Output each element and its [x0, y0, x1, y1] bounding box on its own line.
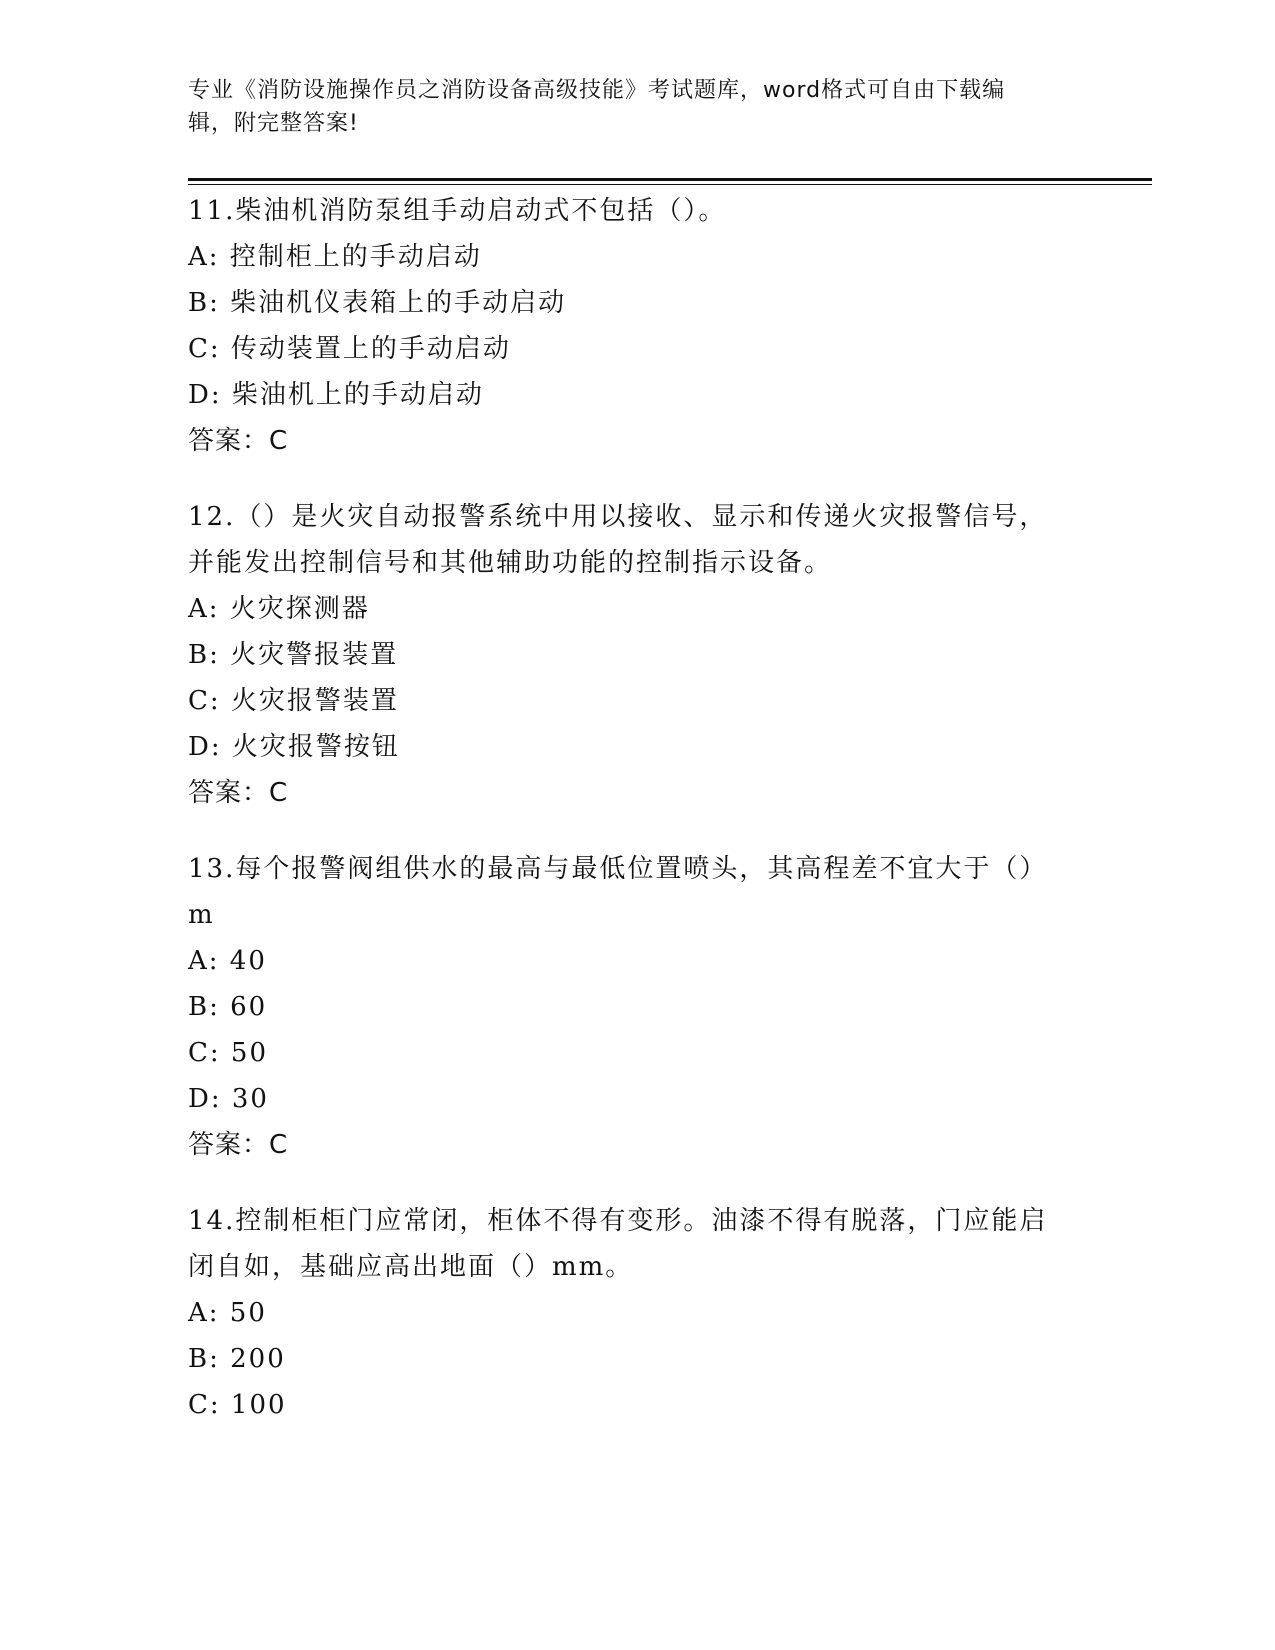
question-stem-line-2: 闭自如，基础应高出地面（）mm。 [188, 1252, 634, 1282]
question-stem-line-1: 13.每个报警阀组供水的最高与最低位置喷头，其高程差不宜大于（） [188, 854, 1048, 884]
document-intro [188, 74, 1068, 140]
answer-line: 答案：C [188, 1130, 289, 1160]
option-b: B: 柴油机仪表箱上的手动启动 [188, 288, 567, 318]
option-c: C: 传动装置上的手动启动 [188, 334, 511, 364]
option-c: C: 100 [188, 1390, 287, 1420]
intro-line-1: 专业《消防设施操作员之消防设备高级技能》考试题库，word格式可自由下载编 [188, 78, 1006, 103]
option-b: B: 200 [188, 1344, 286, 1374]
option-a: A: 控制柜上的手动启动 [188, 242, 482, 272]
question-11 [188, 188, 1088, 464]
question-stem-line-2: m [188, 900, 215, 930]
question-13 [188, 846, 1088, 1168]
header-divider-thin [188, 184, 1152, 185]
option-a: A: 40 [188, 946, 267, 976]
question-list [188, 188, 1088, 1458]
option-d: D: 柴油机上的手动启动 [188, 380, 484, 410]
option-d: D: 30 [188, 1084, 269, 1114]
option-c: C: 50 [188, 1038, 269, 1068]
question-stem-line-1: 14.控制柜柜门应常闭，柜体不得有变形。油漆不得有脱落，门应能启 [188, 1206, 1048, 1236]
option-c: C: 火灾报警装置 [188, 686, 399, 716]
option-b: B: 60 [188, 992, 268, 1022]
question-stem-line-2: 并能发出控制信号和其他辅助功能的控制指示设备。 [188, 548, 833, 578]
question-stem: 11.柴油机消防泵组手动启动式不包括（）。 [188, 196, 727, 226]
question-12 [188, 494, 1088, 816]
option-a: A: 50 [188, 1298, 267, 1328]
answer-line: 答案：C [188, 778, 289, 808]
option-b: B: 火灾警报装置 [188, 640, 399, 670]
intro-line-2: 辑，附完整答案! [188, 111, 359, 136]
question-stem-line-1: 12.（）是火灾自动报警系统中用以接收、显示和传递火灾报警信号， [188, 502, 1048, 532]
answer-line: 答案：C [188, 426, 289, 456]
header-divider-thick [188, 178, 1152, 181]
option-a: A: 火灾探测器 [188, 594, 370, 624]
question-14 [188, 1198, 1088, 1428]
option-d: D: 火灾报警按钮 [188, 732, 400, 762]
